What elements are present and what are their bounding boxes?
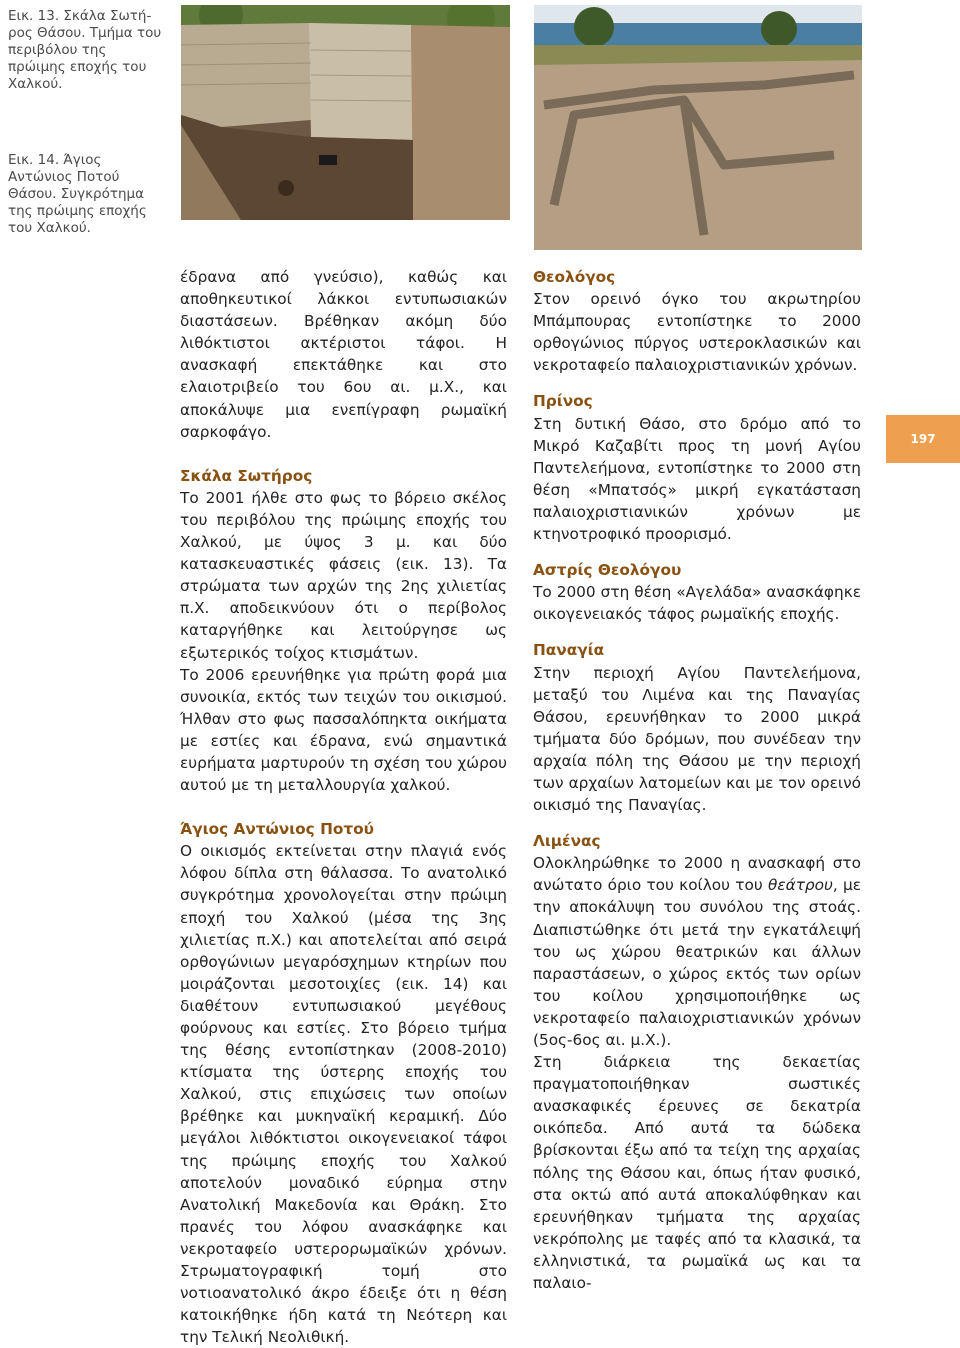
paragraph-limenas-2: Στη διάρκεια της δεκαετίας πραγματοποιήθηκαν σωστικές ανασκαφικές έρευνες σε δεκατρία οικόπεδα. Από αυτά τα δώδεκα βρίσκονται έξω από τα τείχη της αρχαίας πόλης της Θάσου και, όπως ήταν φυσικό, στα οκτώ από αυτά αποκαλύφθηκαν και ερευνήθηκαν τμήματα της αρχαίας νεκρόπολης με ταφές από τα κλασικά, τα ελληνιστικά, τα ρωμαϊκά ως και τα παλαιο-: [533, 1053, 861, 1293]
paragraph-limenas-1: [533, 852, 861, 1051]
ruins-by-sea-photo: [534, 5, 862, 250]
section-heading-panagia: Παναγία: [533, 641, 605, 660]
section-heading-prinos: Πρίνος: [533, 392, 593, 411]
paragraph-theologos: Στον ορεινό όγκο του ακρωτηρίου Μπάμπουρας εντοπίστηκε το 2000 ορθογώνιος πύργος υστεροκλασικών και νεκροταφείο παλαιοχριστιανικών χρόνων.: [533, 290, 861, 375]
paragraph-agios-antonios: Ο οικισμός εκτείνεται στην πλαγιά ενός λόφου δίπλα στη θάλασσα. Το ανατολικό συγκρότημα χρονολογείται στην πρώιμη εποχή του Χαλκού (μέσα της 3ης χιλιετίας π.Χ.) και αποτελείται από σειρά ορθογώνιων μεγαρόσχημων κτηρίων που μοιράζονται μεσοτοιχίες (εικ. 14) και διαθέτουν εντυπωσιακού μεγέθους φούρνους και εστίες. Στο βόρειο τμήμα της θέσης εντοπίστηκαν (2008-2010) κτίσματα της ύστερης εποχής του Χαλκού, στις επιχώσεις των οποίων βρέθηκε και μυκηναϊκή κεραμική. Δύο μεγάλοι λιθόκτιστοι οικογενειακοί τάφοι της πρώιμης εποχής του Χαλκού αποτελούν μοναδικό εύρημα στην Ανατολική Μακεδονία και Θράκη. Στο πρανές του λόφου ανασκάφηκε και νεκροταφείο υστερορωμαϊκών χρόνων. Στρωματογραφική τομή στο νοτιοανατολικό άκρο έδειξε ότι η θέση κατοικήθηκε ήδη κατά τη Νεότερη και την Τελική Νεολιθική.: [180, 842, 507, 1347]
section-heading-agios-antonios: Άγιος Αντώνιος Ποτού: [180, 820, 374, 839]
section-heading-theologos: Θεολόγος: [533, 268, 616, 286]
section-heading-limenas: Λιμένας: [533, 832, 601, 851]
paragraph-skala-2: Το 2006 ερευνήθηκε για πρώτη φορά μια συνοικία, εκτός των τειχών του οικισμού. Ήλθαν στο φως πασσαλόπηκτα οικήματα με εστίες και έδρανα, ενώ σημαντικά ευρήματα μαρτυρούν τη σχέση του χώρου αυτού με τη μεταλλουργία χαλκού.: [180, 665, 507, 795]
text-run: , με την αποκάλυψη του συνόλου της στοάς. Διαπιστώθηκε ότι μετά την εγκατάλειψή του ως χώρου θεατρικών και άλλων παραστάσεων, ο χώρος εκτός των ορίων του κοίλου χρησιμοποιήθηκε ως νεκροταφείο παλαιοχριστιανικών χρόνων (5ος-6ος αι. μ.Χ.).: [533, 876, 861, 1049]
figure-14-caption: Εικ. 14. Άγιος Αντώνιος Ποτού Θάσου. Συγκρότημα της πρώιμης εποχής του Χαλκού.: [8, 152, 147, 236]
page-number-tab: 197: [886, 415, 960, 463]
paragraph-astris: Το 2000 στη θέση «Αγελάδα» ανασκάφηκε οικογενειακός τάφος ρωμαϊκής εποχής.: [533, 583, 861, 624]
excavation-trench-photo: [181, 5, 510, 220]
paragraph-prinos: Στη δυτική Θάσο, στο δρόμο από το Μικρό Καζαβίτι προς τη μονή Αγίου Παντελεήμονα, εντοπίστηκε το 2000 στη θέση «Μπατσός» μικρή εγκατάσταση παλαιοχριστιανικών χρόνων με κτηνοτροφικό προορισμό.: [533, 414, 861, 544]
paragraph-panagia: Στην περιοχή Αγίου Παντελεήμονα, μεταξύ του Λιμένα και της Παναγίας Θάσου, ερευνήθηκαν το 2000 μικρά τμήματα δύο δρόμων, που συνέδεαν την αρχαία πόλη της Θάσου με την περιοχή των αρχαίων λατομείων και με τον ορεινό οικισμό της Παναγίας.: [533, 663, 861, 815]
section-heading-astris: Αστρίς Θεολόγου: [533, 561, 682, 580]
paragraph-skala-1: Το 2001 ήλθε στο φως το βόρειο σκέλος του περιβόλου της πρώιμης εποχής του Χαλκού, με ύψος 3 μ. και δύο κατασκευαστικές φάσεις (εικ. 13). Τα στρώματα των αρχών της 2ης χιλιετίας π.Χ. αποδεικνύουν ότι ο περίβολος καταργήθηκε και λειτούργησε ως εξωτερικός τοίχος κτισμάτων.: [180, 488, 507, 662]
italic-term: θεάτρου: [768, 876, 833, 895]
text-column-right: [533, 266, 861, 1294]
section-heading-skala-sotiros: Σκάλα Σωτήρος: [180, 466, 313, 485]
paragraph-intro: έδρανα από γνεύσιο), καθώς και αποθηκευτικοί λάκκοι εντυπωσιακών διαστάσεων. Βρέθηκαν ακόμη δύο λιθόκτιστοι ακτέριστοι τάφοι. Η ανασκαφή επεκτάθηκε και στο ελαιοτριβείο του 6ου αι. μ.Χ., και αποκάλυψε μια ενεπίγραφη ρωμαϊκή σαρκοφάγο.: [180, 268, 507, 441]
text-run: Ολοκληρώθηκε το 2000 η ανασκαφή στο ανώτατο όριο του κοίλου του: [533, 854, 861, 895]
figure-13-caption: Εικ. 13. Σκάλα Σωτή-ρος Θάσου. Τμήμα του περιβόλου της πρώιμης εποχής του Χαλκού.: [8, 8, 162, 92]
